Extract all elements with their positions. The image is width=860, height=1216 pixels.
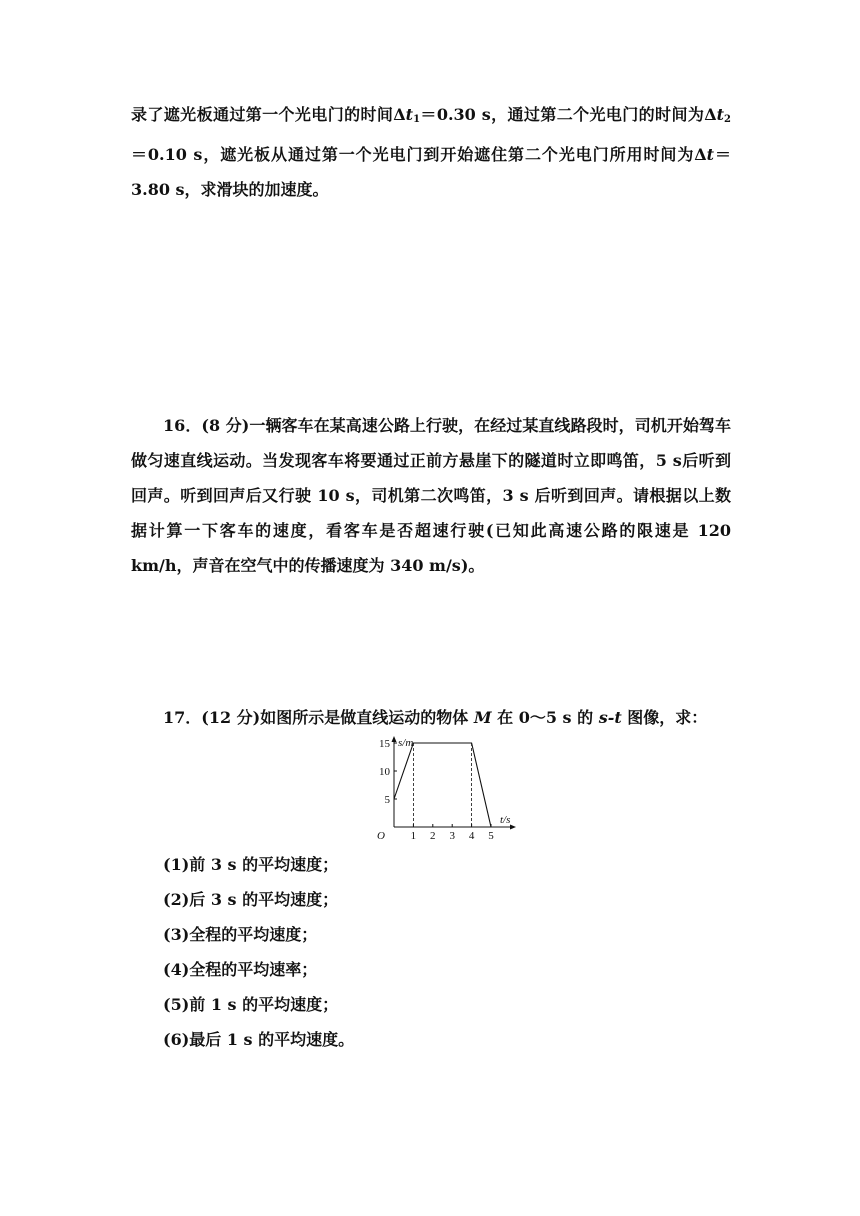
x-tick-label-3: 3	[449, 830, 455, 842]
x-tick-label-4: 4	[468, 830, 475, 842]
sub-question-4: (4)全程的平均速率；	[163, 960, 318, 979]
s-t-graph	[366, 732, 516, 844]
sub-question-list	[163, 847, 354, 1057]
sub-question-6: (6)最后 1 s 的平均速度。	[163, 1030, 355, 1049]
s-t-chart-svg	[366, 732, 516, 844]
x-tick-label-2: 2	[430, 830, 436, 842]
y-tick-label-5: 5	[384, 794, 390, 806]
y-tick-label-10: 10	[379, 766, 390, 778]
sub-question-3: (3)全程的平均速度；	[163, 925, 318, 944]
y-axis-label: s/m	[398, 737, 414, 749]
sub-question-1: (1)前 3 s 的平均速度；	[163, 855, 339, 874]
y-tick-label-15: 15	[379, 738, 390, 750]
x-tick-label-5: 5	[488, 830, 494, 842]
sub-question-2: (2)后 3 s 的平均速度；	[163, 890, 339, 909]
x-axis-arrow	[510, 825, 516, 830]
sub-question-5: (5)前 1 s 的平均速度；	[163, 995, 339, 1014]
question-17-stem: 17．(12 分)如图所示是做直线运动的物体 M 在 0～5 s 的 s-t 图像，求：	[163, 708, 708, 727]
x-axis-label: t/s	[500, 814, 511, 826]
series-line	[394, 743, 491, 827]
question-16: 16．(8 分)一辆客车在某高速公路上行驶，在经过某直线路段时，司机开始驾车做匀速直线运动。当发现客车将要通过正前方悬崖下的隧道时立即鸣笛，5 s后听到回声。听到回声后又行驶 10 s，司机第二次鸣笛，3 s 后听到回声。请根据以上数据计算一下客车的速度，看客车是否超速行驶(已知此高速公路的限速是 120 km/h，声音在空气中的传播速度为 340 m/s)。	[131, 416, 731, 575]
y-axis-arrow	[392, 736, 397, 742]
origin-label: O	[377, 830, 385, 842]
x-tick-label-1: 1	[410, 830, 417, 842]
q15-continuation: 录了遮光板通过第一个光电门的时间$\Delta t_1=0.30$ s，通过第二个光电门的时间为$\Delta t_2=0.10$ s，遮光板从通过第一个光电门到开始遮住第二个光电门所用时间为Δt＝3.80 s，求滑块的加速度。	[131, 105, 731, 199]
